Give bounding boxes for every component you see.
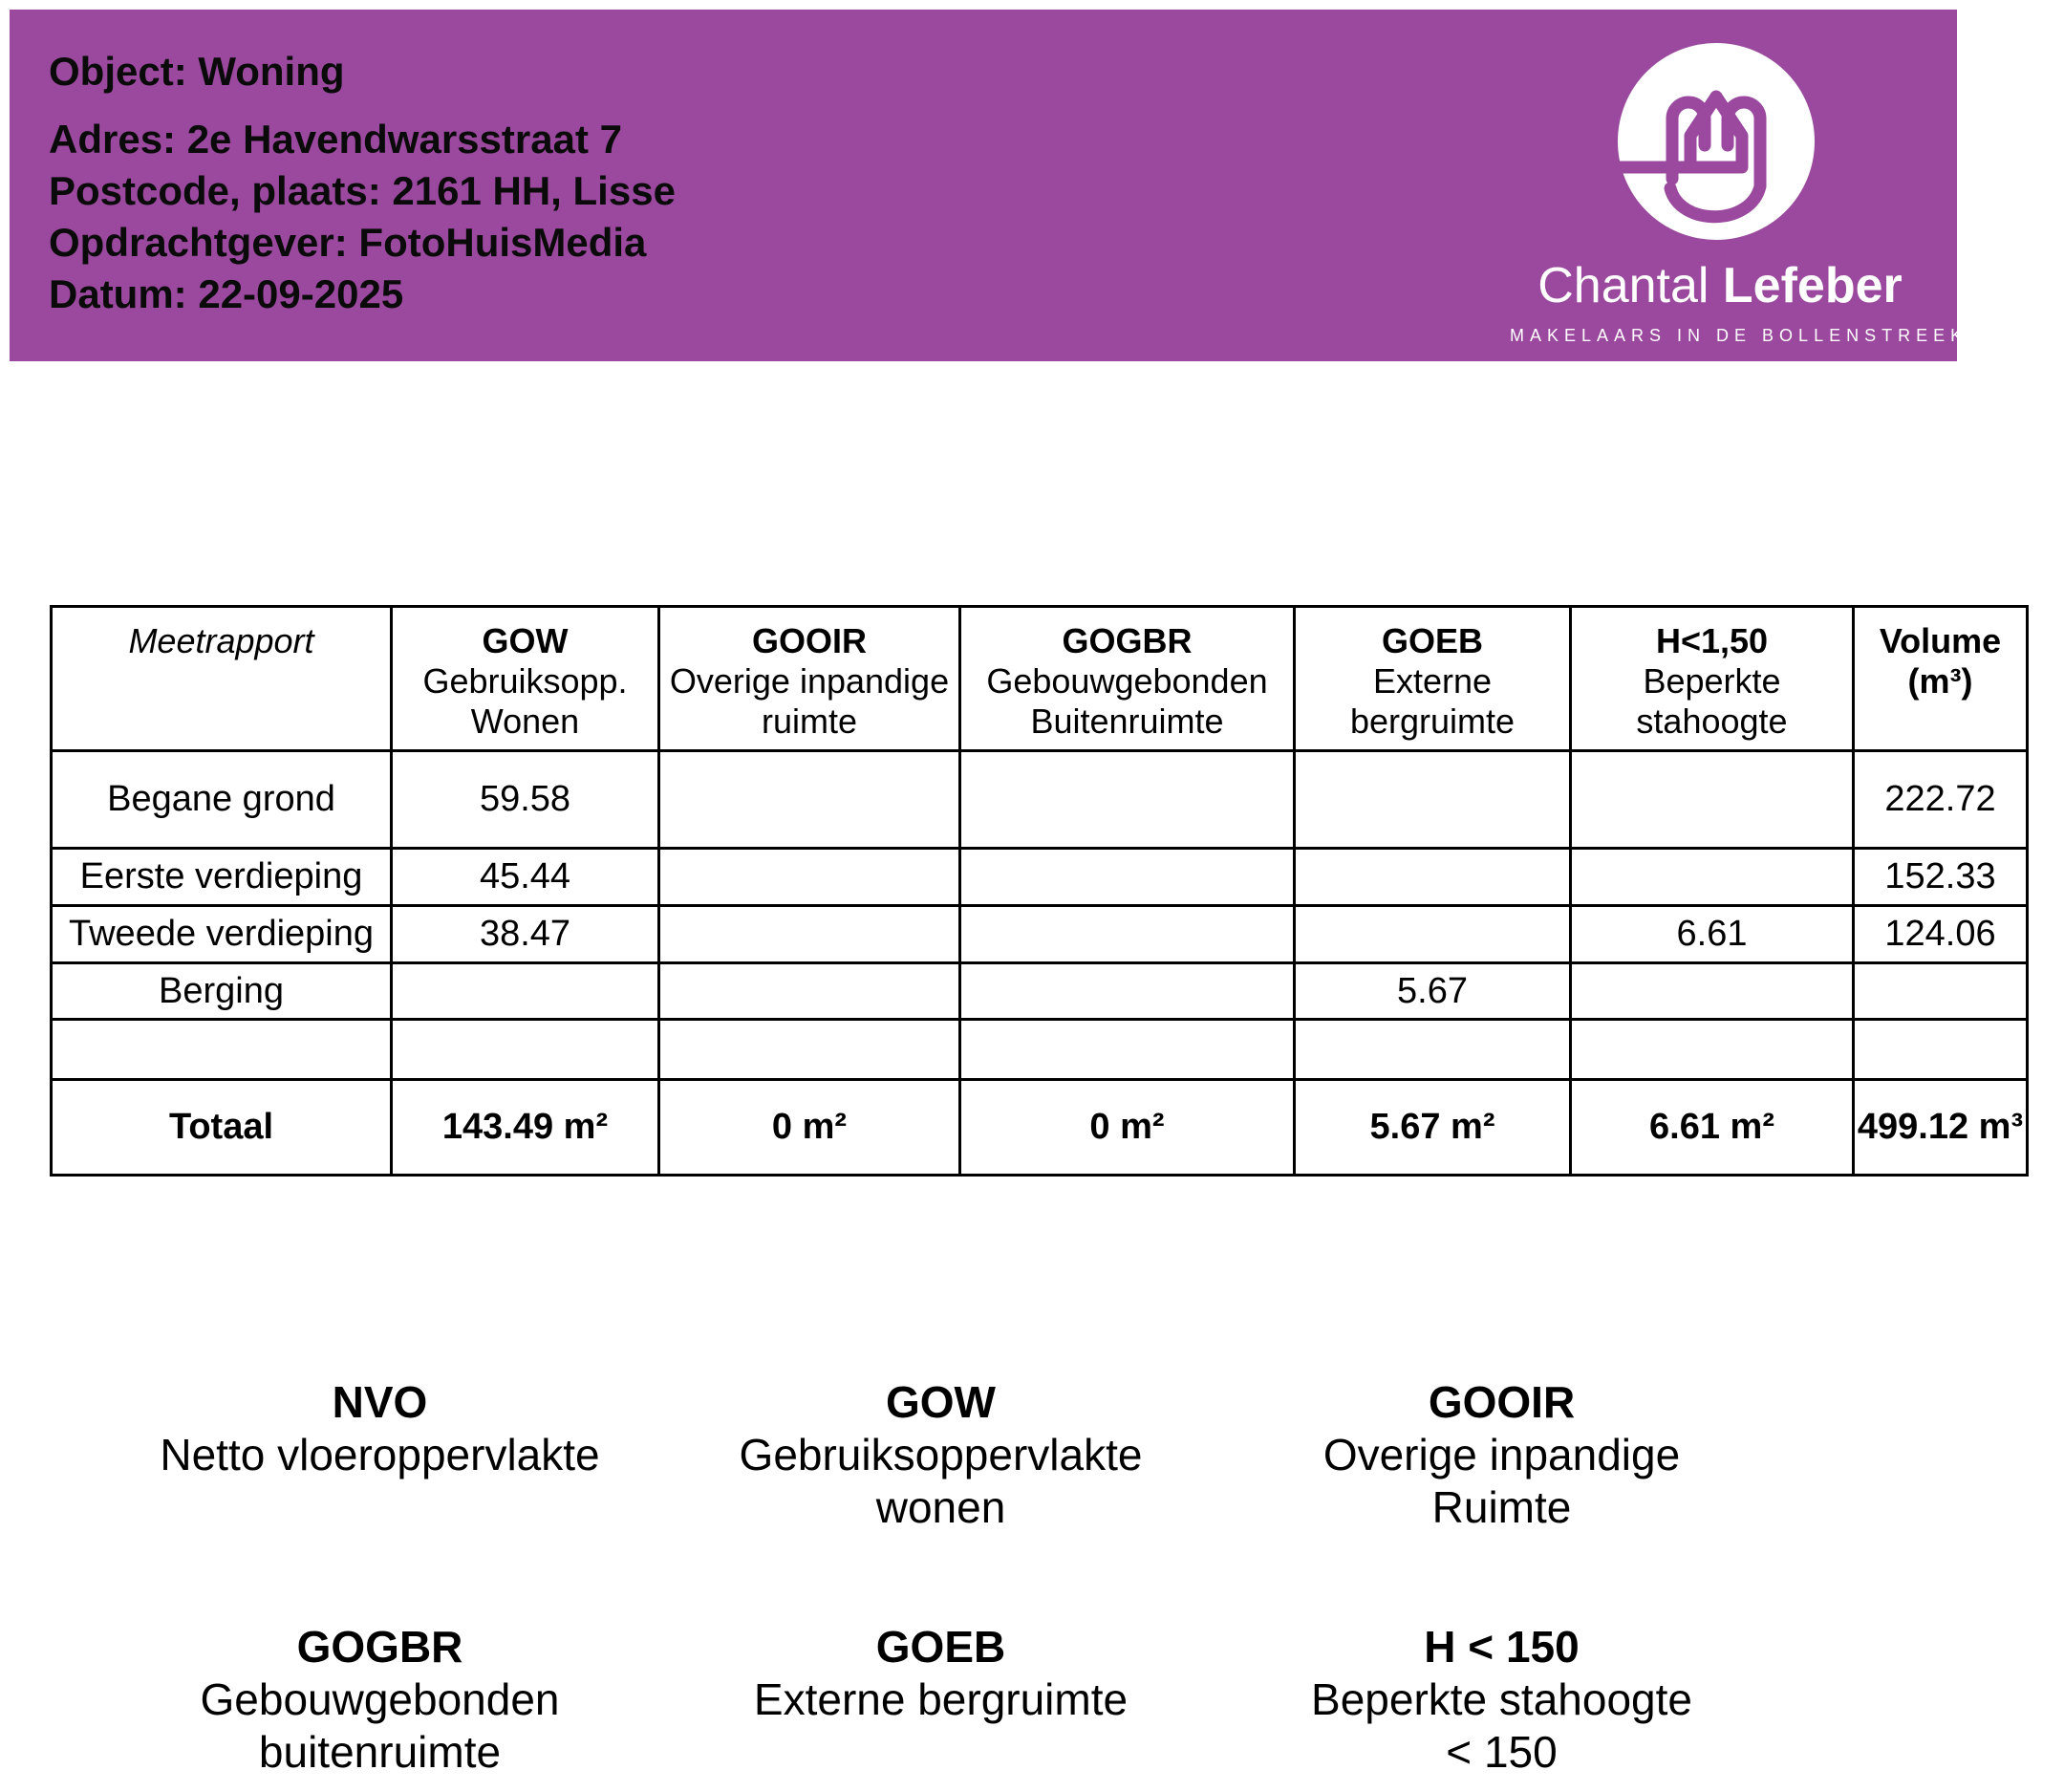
- column-abbr: GOOIR: [751, 621, 867, 660]
- table-header-row: [52, 607, 2028, 751]
- column-subtitle: Overige inpandige: [669, 661, 950, 701]
- total-cell-gow: 143.49 m²: [392, 1080, 659, 1176]
- row-label: Begane grond: [52, 751, 392, 849]
- postcode-line: Postcode, plaats: 2161 HH, Lisse: [49, 168, 676, 213]
- measurement-table: [50, 605, 2029, 1177]
- column-header-gow: [392, 607, 659, 751]
- cell-goeb: [1295, 906, 1571, 963]
- column-header-volume: [1854, 607, 2028, 751]
- row-label: Tweede verdieping: [52, 906, 392, 963]
- table-corner-label: Meetrapport: [52, 607, 392, 751]
- column-subtitle: stahoogte: [1636, 702, 1788, 741]
- table-row: [52, 963, 2028, 1020]
- column-abbr: Volume: [1879, 621, 2002, 660]
- cell-h150: 6.61: [1571, 906, 1854, 963]
- column-header-h150: [1571, 607, 1854, 751]
- table-row: [52, 751, 2028, 849]
- legend-description: Beperkte stahoogte: [1311, 1674, 1692, 1724]
- object-line: Object: Woning: [49, 49, 345, 94]
- cell-goeb: [1295, 1020, 1571, 1080]
- column-header-goeb: [1295, 607, 1571, 751]
- cell-volume: 152.33: [1854, 849, 2028, 906]
- legend-row-2: [99, 1621, 1782, 1779]
- legend-description: Gebruiksoppervlakte: [739, 1430, 1143, 1479]
- cell-gogbr: [960, 963, 1295, 1020]
- legend-description: Netto vloeroppervlakte: [160, 1430, 600, 1479]
- legend-item-goeb: [660, 1621, 1221, 1779]
- cell-h150: [1571, 849, 1854, 906]
- brand-name: [1510, 258, 1930, 313]
- cell-goeb: [1295, 849, 1571, 906]
- address-line: Adres: 2e Havendwarsstraat 7: [49, 117, 622, 162]
- cell-gow: [392, 963, 659, 1020]
- legend-item-h150: [1221, 1621, 1782, 1779]
- table-row: [52, 906, 2028, 963]
- column-abbr: H<1,50: [1655, 621, 1769, 660]
- brand-last-name: Lefeber: [1722, 258, 1903, 313]
- cell-gooir: [659, 963, 960, 1020]
- column-abbr: GOW: [482, 621, 569, 660]
- column-subtitle: (m³): [1907, 661, 1973, 701]
- column-header-gogbr: [960, 607, 1295, 751]
- brand-first-name: Chantal: [1537, 258, 1709, 313]
- cell-volume: [1854, 1020, 2028, 1080]
- legend-description: wonen: [875, 1482, 1006, 1532]
- cell-gooir: [659, 906, 960, 963]
- column-subtitle: ruimte: [761, 702, 858, 741]
- column-subtitle: Wonen: [470, 702, 580, 741]
- row-label: [52, 1020, 392, 1080]
- property-details: [49, 46, 676, 320]
- legend-abbr: NVO: [332, 1377, 428, 1427]
- column-abbr: GOEB: [1381, 621, 1483, 660]
- legend-description: Gebouwgebonden: [200, 1674, 560, 1724]
- legend-description: Overige inpandige: [1322, 1430, 1681, 1479]
- row-label: Eerste verdieping: [52, 849, 392, 906]
- column-subtitle: Gebouwgebonden: [986, 661, 1268, 701]
- client-line: Opdrachtgever: FotoHuisMedia: [49, 220, 647, 265]
- table-totals-row: [52, 1080, 2028, 1176]
- cell-goeb: 5.67: [1295, 963, 1571, 1020]
- totals-label: Totaal: [52, 1080, 392, 1176]
- total-cell-h150: 6.61 m²: [1571, 1080, 1854, 1176]
- legend-item-gogbr: [99, 1621, 660, 1779]
- tulip-icon: [1510, 24, 1930, 263]
- column-subtitle: Externe: [1372, 661, 1493, 701]
- row-label: Berging: [52, 963, 392, 1020]
- cell-gooir: [659, 751, 960, 849]
- legend-abbr: H < 150: [1424, 1622, 1580, 1672]
- column-header-gooir: [659, 607, 960, 751]
- column-subtitle: bergruimte: [1349, 702, 1516, 741]
- column-subtitle: Gebruiksopp.: [422, 661, 628, 701]
- date-line: Datum: 22-09-2025: [49, 271, 404, 316]
- cell-volume: [1854, 963, 2028, 1020]
- total-cell-goeb: 5.67 m²: [1295, 1080, 1571, 1176]
- cell-gow: 45.44: [392, 849, 659, 906]
- cell-h150: [1571, 1020, 1854, 1080]
- legend-description: Ruimte: [1431, 1482, 1572, 1532]
- column-abbr: GOGBR: [1062, 621, 1193, 660]
- column-subtitle: Buitenruimte: [1030, 702, 1224, 741]
- cell-h150: [1571, 751, 1854, 849]
- total-cell-gooir: 0 m²: [659, 1080, 960, 1176]
- legend-description: Externe bergruimte: [753, 1674, 1129, 1724]
- legend-description: buitenruimte: [258, 1727, 502, 1777]
- cell-gogbr: [960, 1020, 1295, 1080]
- legend-description: < 150: [1446, 1727, 1558, 1777]
- cell-goeb: [1295, 751, 1571, 849]
- legend-row-1: [99, 1376, 1782, 1534]
- brand-tagline: MAKELAARS IN DE BOLLENSTREEK: [1510, 326, 1968, 345]
- table-row-empty: [52, 1020, 2028, 1080]
- legend-item-gooir: [1221, 1376, 1782, 1534]
- brand-logo: [1510, 24, 1968, 368]
- legend-abbr: GOOIR: [1428, 1377, 1576, 1427]
- total-cell-gogbr: 0 m²: [960, 1080, 1295, 1176]
- cell-volume: 222.72: [1854, 751, 2028, 849]
- legend-item-nvo: [99, 1376, 660, 1534]
- legend-abbr: GOEB: [875, 1622, 1006, 1672]
- table-row: [52, 849, 2028, 906]
- legend-abbr: GOW: [886, 1377, 996, 1427]
- cell-h150: [1571, 963, 1854, 1020]
- column-subtitle: Beperkte: [1643, 661, 1781, 701]
- legend-item-gow: [660, 1376, 1221, 1534]
- legend-abbr: GOGBR: [296, 1622, 463, 1672]
- cell-gogbr: [960, 906, 1295, 963]
- header-banner: [10, 10, 1968, 361]
- cell-gooir: [659, 1020, 960, 1080]
- cell-gow: 38.47: [392, 906, 659, 963]
- cell-volume: 124.06: [1854, 906, 2028, 963]
- cell-gogbr: [960, 849, 1295, 906]
- cell-gow: 59.58: [392, 751, 659, 849]
- cell-gooir: [659, 849, 960, 906]
- total-cell-volume: 499.12 m³: [1854, 1080, 2028, 1176]
- cell-gogbr: [960, 751, 1295, 849]
- cell-gow: [392, 1020, 659, 1080]
